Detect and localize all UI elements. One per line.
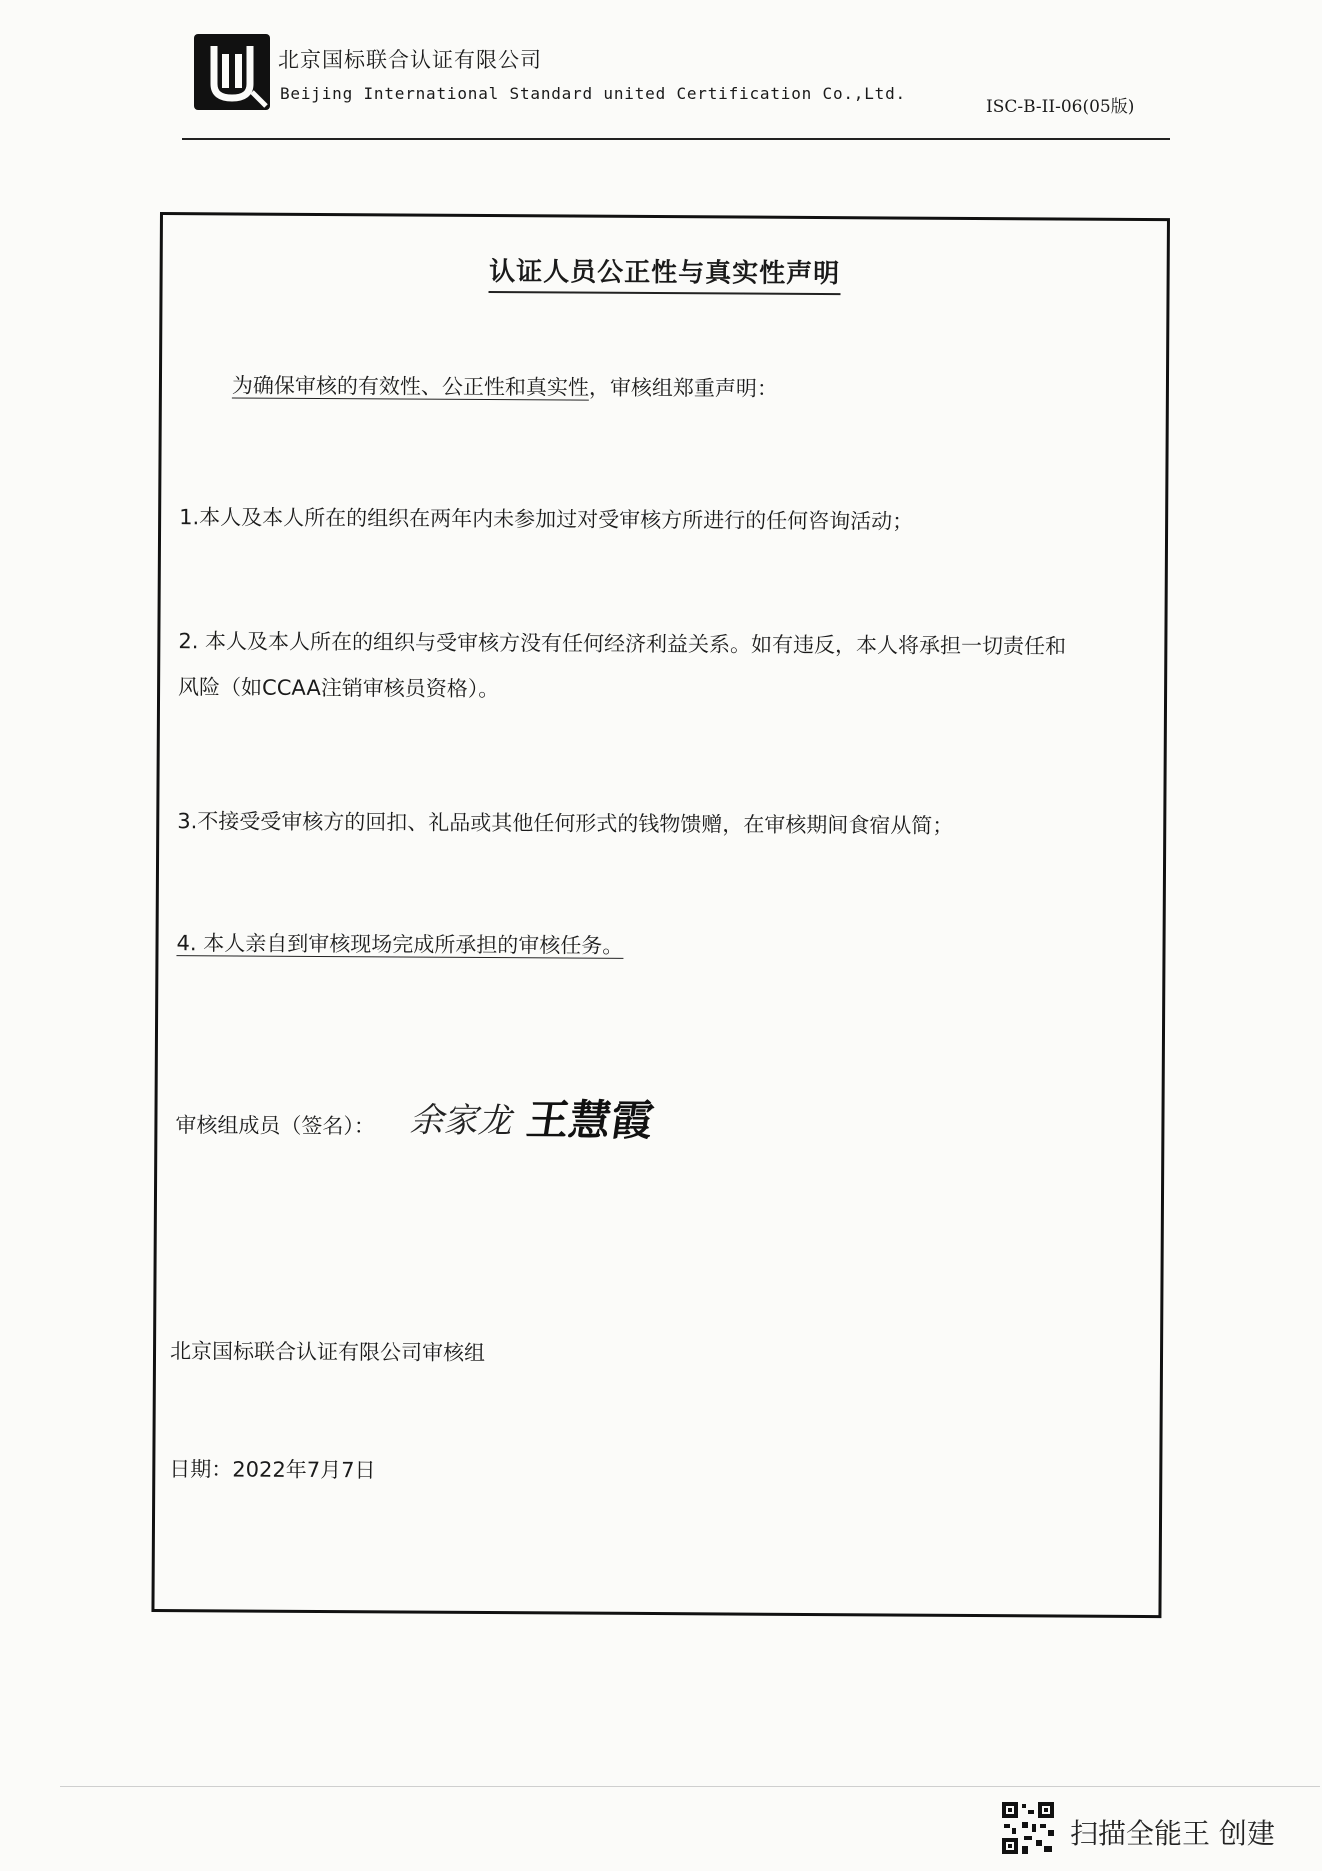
scanner-watermark <box>1000 1800 1300 1860</box>
signature-2: 王慧霞 <box>523 1095 657 1146</box>
intro-underlined: 为确保审核的有效性、公正性和真实性 <box>231 373 590 400</box>
declaration-intro <box>232 363 778 410</box>
declaration-item-4: 4. 本人亲自到审核现场完成所承担的审核任务。 <box>176 931 624 958</box>
declaration-frame <box>151 212 1170 1618</box>
company-name-cn: 北京国标联合认证有限公司 <box>278 48 542 72</box>
declaration-title: 认证人员公正性与真实性声明 <box>163 249 1167 292</box>
declaration-item-2-line-2: 风险（如CCAA注销审核员资格）。 <box>178 675 500 702</box>
signature-1: 余家龙 <box>409 1100 512 1142</box>
header-divider <box>182 138 1170 140</box>
isc-logo-icon <box>192 32 272 112</box>
page-bottom-edge <box>60 1786 1320 1787</box>
declaration-item-2-line-1: 2. 本人及本人所在的组织与受审核方没有任何经济利益关系。如有违反，本人将承担一切责任和 <box>178 629 1067 659</box>
auditor-organization: 北京国标联合认证有限公司审核组 <box>169 1339 486 1366</box>
letterhead <box>0 0 1322 150</box>
document-code: ISC-B-II-06(05版) <box>986 97 1135 117</box>
declaration-date: 日期：2022年7月7日 <box>169 1457 376 1483</box>
declaration-item-1: 1.本人及本人所在的组织在两年内未参加过对受审核方所进行的任何咨询活动； <box>179 505 914 534</box>
intro-rest: ，审核组郑重声明： <box>588 375 779 401</box>
scanner-watermark-text: 扫描全能王 创建 <box>1070 1817 1275 1850</box>
signature-label: 审核组成员（签名）： <box>175 1113 375 1139</box>
qr-code-icon <box>1000 1800 1056 1856</box>
declaration-item-3: 3.不接受受审核方的回扣、礼品或其他任何形式的钱物馈赠，在审核期间食宿从简； <box>177 809 954 838</box>
company-name-en: Beijing International Standard united Certification Co.,Ltd. <box>280 84 906 103</box>
